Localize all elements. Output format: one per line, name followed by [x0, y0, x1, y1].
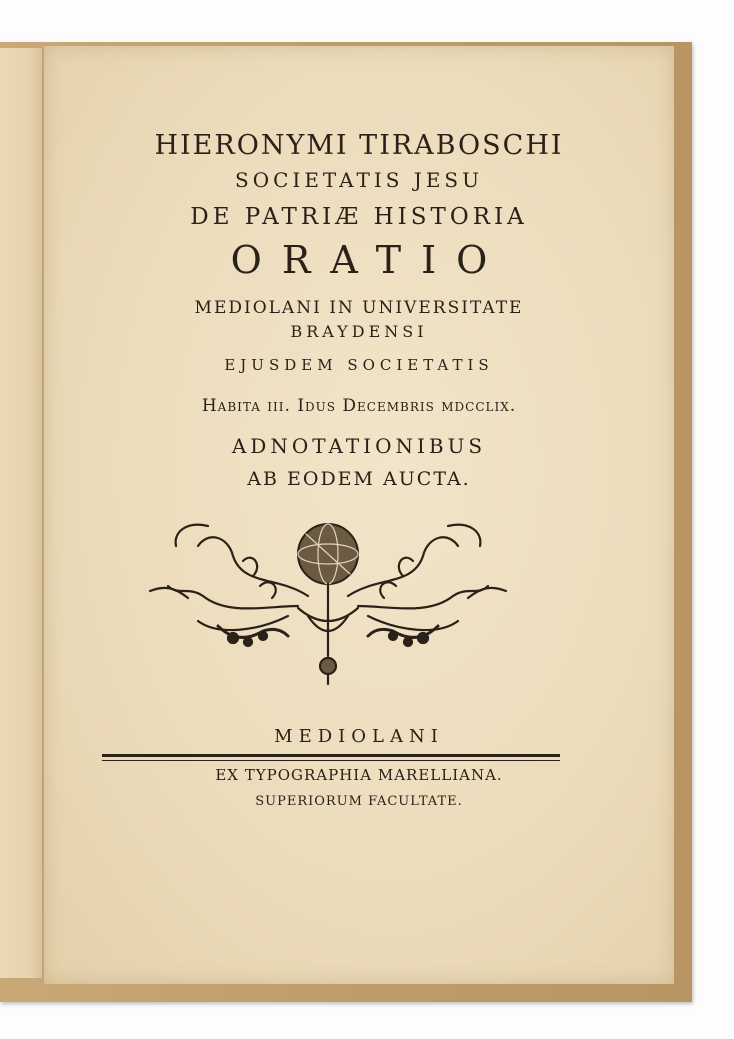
work-title: ORATIO [230, 238, 508, 282]
previous-leaf [0, 48, 43, 978]
work-subject: DE PATRIÆ HISTORIA [190, 204, 528, 230]
imprint-license: SUPERIORUM FACULTATE. [255, 794, 463, 809]
delivery-institution: BRAYDENSI [290, 322, 428, 341]
delivery-date [44, 396, 674, 416]
annotations-heading: ADNOTATIONIBUS [231, 434, 487, 458]
imprint-city: MEDIOLANI [274, 726, 444, 747]
imprint-printer: EX TYPOGRAPHIA MARELLIANA. [215, 766, 503, 784]
imprint-rule-thin [102, 760, 560, 761]
delivery-date-text: Habita iii. Idus Decembris mdcclix. [201, 396, 517, 416]
author-order: SOCIETATIS JESU [235, 168, 483, 192]
imprint-rule-thick [102, 754, 560, 757]
title-page [44, 46, 674, 984]
delivery-place: MEDIOLANI IN UNIVERSITATE [194, 298, 524, 318]
armillary-sphere-scroll-ornament-icon [148, 516, 508, 686]
author-name: HIERONYMI TIRABOSCHI [154, 130, 564, 161]
delivery-society: EJUSDEM SOCIETATIS [224, 356, 494, 374]
annotations-note: AB EODEM AUCTA. [247, 468, 471, 490]
